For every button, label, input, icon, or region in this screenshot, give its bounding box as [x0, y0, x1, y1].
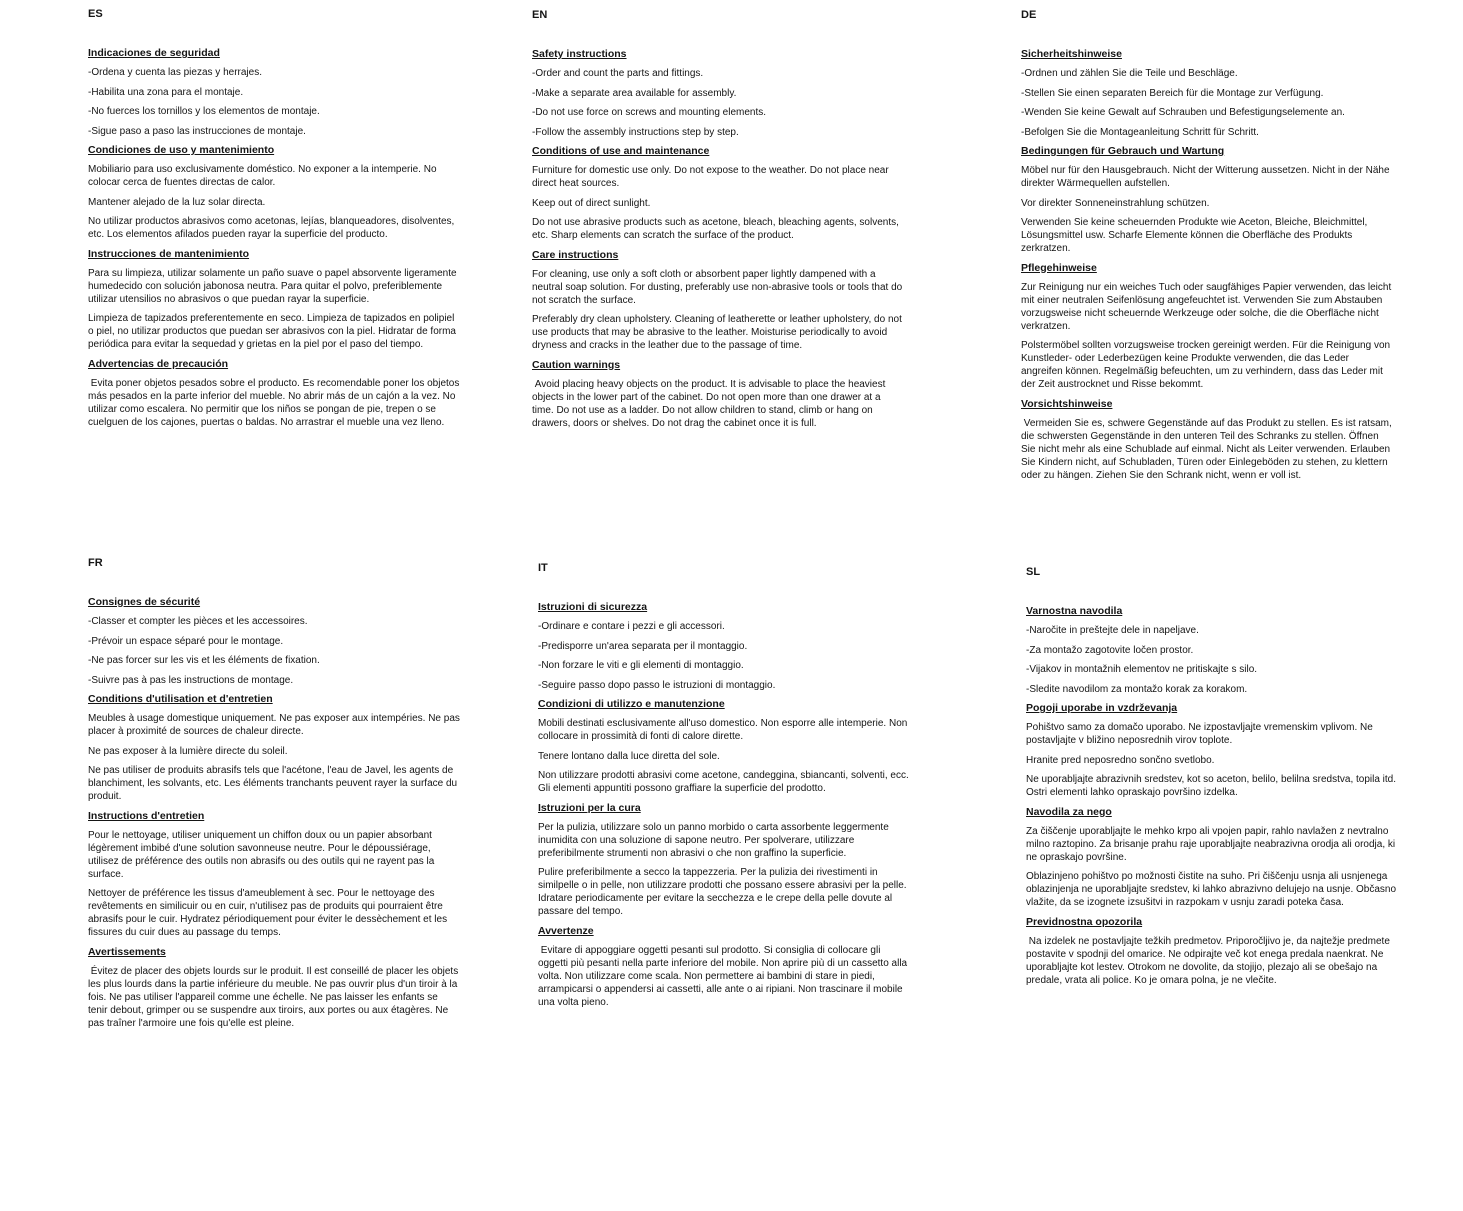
- section-heading: Previdnostna opozorila: [1026, 915, 1143, 928]
- language-label: ES: [88, 8, 103, 20]
- section-heading: Vorsichtshinweise: [1021, 397, 1113, 410]
- paragraph: Évitez de placer des objets lourds sur le produit. Il est conseillé de placer les objets les plus lourds dans la partie inférieure du meuble. Ne pas ouvrir plus d'un tiroir à la fois. Ne pas utiliser l'appareil comme une échelle. Ne pas laisser les enfants se tenir debout, grimper ou se suspendre aux tiroirs, aux portes ou aux étagères. Ne pas traîner l'armoire une fois qu'elle est pleine.: [88, 965, 461, 1029]
- paragraph: -Sigue paso a paso las instrucciones de montaje.: [88, 125, 306, 137]
- paragraph: Tenere lontano dalla luce diretta del sole.: [538, 750, 720, 762]
- section-heading: Pogoji uporabe in vzdrževanja: [1026, 702, 1178, 714]
- paragraph: Do not use abrasive products such as acetone, bleach, bleaching agents, solvents, etc. Sharp elements can scratch the surface of the product.: [532, 217, 902, 241]
- paragraph: -Ne pas forcer sur les vis et les éléments de fixation.: [88, 655, 320, 666]
- language-label: IT: [538, 562, 548, 574]
- paragraph: -Sledite navodilom za montažo korak za korakom.: [1026, 683, 1248, 695]
- paragraph: Ne uporabljajte abrazivnih sredstev, kot so aceton, belilo, belilna sredstva, topila itd. Ostri elementi lahko opraskajo površino izdelka.: [1026, 774, 1399, 798]
- paragraph: -Make a separate area available for assembly.: [532, 87, 737, 99]
- section-heading: Care instructions: [532, 248, 619, 261]
- paragraph: Ne pas exposer à la lumière directe du soleil.: [88, 745, 288, 757]
- paragraph: Mobili destinati esclusivamente all'uso domestico. Non esporre alle intemperie. Non collocare in prossimità di fonti di calore dirette.: [538, 718, 911, 742]
- section-it: [538, 562, 910, 1015]
- paragraph: Pohištvo samo za domačo uporabo. Ne izpostavljajte vremenskim vplivom. Ne postavljajte v bližino neposrednih virov toplote.: [1026, 722, 1376, 746]
- section-heading: Navodila za nego: [1026, 805, 1112, 818]
- section-heading: Instructions d'entretien: [88, 809, 205, 822]
- paragraph: -Non forzare le viti e gli elementi di montaggio.: [538, 660, 744, 671]
- paragraph: -Suivre pas à pas les instructions de montage.: [88, 674, 294, 686]
- paragraph: -Order and count the parts and fittings.: [532, 68, 704, 79]
- paragraph: Limpieza de tapizados preferentemente en seco. Limpieza de tapizados en polipiel o piel, no utilizar productos que puedan ser abrasivos con la piel. Hidratar de forma periódica para evitar la sequedad y grietas en la piel por el paso del tiempo.: [88, 313, 459, 350]
- section-sl: [1026, 566, 1398, 993]
- paragraph: Za čiščenje uporabljajte le mehko krpo ali vpojen papir, rahlo navlažen z nevtralno milno raztopino. Za brisanje prahu raje uporabljajte neabrazivna orodja ali orodja, ki ne opraskajo površine.: [1026, 825, 1398, 863]
- paragraph: Hranite pred neposredno sončno svetlobo.: [1026, 754, 1215, 766]
- paragraph: -Za montažo zagotovite ločen prostor.: [1026, 644, 1194, 656]
- paragraph: Para su limpieza, utilizar solamente un paño suave o papel absorvente ligeramente humedecido con solución jabonosa neutra. Para quitar el polvo, preferiblemente utilizar utensilios no abrasivos o que puedan rayar la superficie.: [88, 267, 460, 305]
- section-heading: Conditions of use and maintenance: [532, 145, 710, 157]
- section-heading: Avvertenze: [538, 924, 594, 937]
- paragraph: Oblazinjeno pohištvo po možnosti čistite na suho. Pri čiščenju usnja ali usnjenega oblazinjenja ne uporabljajte sredstev, ki lahko abrazivno delujejo na usnje. Občasno vlažite, da se izognete izsušitvi in razpokam v usnju zaradi poteka časa.: [1026, 871, 1399, 908]
- paragraph: Mantener alejado de la luz solar directa.: [88, 196, 266, 208]
- paragraph: Na izdelek ne postavljajte težkih predmetov. Priporočljivo je, da najtežje predmete postavite v spodnji del omarice. Ne odpirajte več kot enega predala naenkrat. Ne uporabljajte kot lestev. Otrokom ne dovolite, da stojijo, plezajo ali se obešajo na predale, vrata ali police. Ko je omara polna, je ne vlečite.: [1026, 935, 1393, 986]
- paragraph: -Naročite in preštejte dele in napeljave.: [1026, 625, 1199, 636]
- paragraph: Vor direkter Sonneneinstrahlung schützen.: [1021, 197, 1210, 209]
- paragraph: Pour le nettoyage, utiliser uniquement un chiffon doux ou un papier absorbant légèrement imbibé d'une solution savonneuse neutre. Pour le dépoussiérage, utilisez de préférence des outils non abrasifs ou des outils qui ne rayent pas la surface.: [88, 829, 438, 880]
- paragraph: Evita poner objetos pesados sobre el producto. Es recomendable poner los objetos más pesados en la parte inferior del mueble. No abrir más de un cajón a la vez. No utilizar como escalera. No permitir que los niños se pongan de pie, trepen o se cuelguen de los cajones, puertas o baldas. No arrastrar el mueble una vez lleno.: [88, 377, 463, 428]
- section-heading: Safety instructions: [532, 48, 627, 60]
- section-heading: Istruzioni per la cura: [538, 801, 641, 814]
- paragraph: -Vijakov in montažnih elementov ne pritiskajte s silo.: [1026, 664, 1258, 675]
- paragraph: -Prévoir un espace séparé pour le montage.: [88, 635, 284, 647]
- section-heading: Sicherheitshinweise: [1021, 48, 1122, 60]
- paragraph: -Habilita una zona para el montaje.: [88, 86, 244, 98]
- section-heading: Caution warnings: [532, 358, 621, 371]
- paragraph: Keep out of direct sunlight.: [532, 197, 651, 209]
- language-label: DE: [1021, 9, 1037, 21]
- section-heading: Avertissements: [88, 945, 166, 958]
- section-es: [88, 8, 463, 435]
- section-heading: Pflegehinweise: [1021, 261, 1097, 274]
- paragraph: -Ordinare e contare i pezzi e gli accessori.: [538, 621, 725, 632]
- paragraph: Avoid placing heavy objects on the product. It is advisable to place the heaviest objects in the lower part of the cabinet. Do not open more than one drawer at a time. Do not use as a ladder. Do not allow children to stand, climb or hang on drawers, doors or shelves. Do not drag the cabinet once it is full.: [532, 378, 889, 429]
- paragraph: Meubles à usage domestique uniquement. Ne pas exposer aux intempéries. Ne pas placer à proximité de sources de chaleur directe.: [88, 713, 463, 737]
- paragraph: Pulire preferibilmente a secco la tappezzeria. Per la pulizia dei rivestimenti in similpelle o in pelle, non utilizzare prodotti che possano essere abrasivi per la pelle. Idratare periodicamente per evitare la secchezza e le crepe della pelle dovute al passare del tempo.: [538, 867, 910, 917]
- paragraph: -Befolgen Sie die Montageanleitung Schritt für Schritt.: [1021, 126, 1259, 138]
- section-de: [1021, 9, 1393, 488]
- paragraph: Zur Reinigung nur ein weiches Tuch oder saugfähiges Papier verwenden, das leicht mit einer neutralen Seifenlösung angefeuchtet ist. Verwenden Sie zum Abstauben vorzugsweise nicht scheuernde Werkzeuge oder solche, die die Oberfläche nicht verkratzen.: [1021, 281, 1395, 332]
- section-heading: Varnostna navodila: [1026, 605, 1123, 617]
- paragraph: Vermeiden Sie es, schwere Gegenstände auf das Produkt zu stellen. Es ist ratsam, die schwersten Gegenstände in den unteren Teil des Schranks zu stellen. Öffnen Sie nicht mehr als eine Schublade auf einmal. Nicht als Leiter verwenden. Erlauben Sie Kindern nicht, auf Schubladen, Türen oder Einlegeböden zu stehen, zu klettern oder zu hängen. Ziehen Sie den Schrank nicht, wenn er voll ist.: [1021, 417, 1395, 481]
- paragraph: Ne pas utiliser de produits abrasifs tels que l'acétone, l'eau de Javel, les agents de blanchiment, les solvants, etc. Les éléments tranchants peuvent rayer la surface du produit.: [88, 765, 460, 802]
- section-heading: Condizioni di utilizzo e manutenzione: [538, 698, 725, 710]
- section-heading: Instrucciones de mantenimiento: [88, 247, 250, 260]
- paragraph: Mobiliario para uso exclusivamente doméstico. No exponer a la intemperie. No colocar cerca de fuentes directas de calor.: [88, 164, 440, 188]
- paragraph: Möbel nur für den Hausgebrauch. Nicht der Witterung aussetzen. Nicht in der Nähe direkter Wärmequellen aufstellen.: [1021, 165, 1393, 189]
- language-label: EN: [532, 9, 548, 21]
- section-en: [532, 9, 904, 436]
- paragraph: Verwenden Sie keine scheuernden Produkte wie Aceton, Bleiche, Bleichmittel, Lösungsmittel usw. Scharfe Elemente können die Oberfläche des Produkts zerkratzen.: [1021, 217, 1371, 254]
- paragraph: -Stellen Sie einen separaten Bereich für die Montage zur Verfügung.: [1021, 87, 1324, 99]
- section-heading: Advertencias de precaución: [88, 357, 229, 370]
- section-fr: [88, 557, 463, 1036]
- paragraph: Per la pulizia, utilizzare solo un panno morbido o carta assorbente leggermente inumidita con una soluzione di sapone neutro. Per spolverare, utilizzare preferibilmente strumenti non abrasivi o che non graffino la superficie.: [538, 821, 892, 859]
- paragraph: No utilizar productos abrasivos como acetonas, lejías, blanqueadores, disolventes, etc. Los elementos afilados pueden rayar la superficie del producto.: [88, 216, 458, 240]
- paragraph: Polstermöbel sollten vorzugsweise trocken gereinigt werden. Für die Reinigung von Kunstleder- oder Lederbezügen keine Produkte verwenden, die das Leder angreifen können. Regelmäßig befeuchten, um zu verhindern, dass das Leder mit der Zeit austrocknet und Risse bekommt.: [1021, 340, 1393, 390]
- section-heading: Istruzioni di sicurezza: [538, 601, 648, 613]
- paragraph: -No fuerces los tornillos y los elementos de montaje.: [88, 106, 320, 117]
- paragraph: -Classer et compter les pièces et les accessoires.: [88, 616, 308, 627]
- section-heading: Conditions d'utilisation et d'entretien: [88, 693, 273, 705]
- paragraph: Evitare di appoggiare oggetti pesanti sul prodotto. Si consiglia di collocare gli oggetti più pesanti nella parte inferiore del mobile. Non aprire più di un cassetto alla volta. Non utilizzare come scala. Non permettere ai bambini di stare in piedi, arrampicarsi o appendersi ai cassetti, alle ante o ai ripiani. Non trascinare il mobile una volta pieno.: [538, 944, 910, 1008]
- paragraph: -Seguire passo dopo passo le istruzioni di montaggio.: [538, 679, 776, 691]
- paragraph: -Ordena y cuenta las piezas y herrajes.: [88, 67, 262, 78]
- paragraph: -Wenden Sie keine Gewalt auf Schrauben und Befestigungselemente an.: [1021, 107, 1345, 118]
- paragraph: Non utilizzare prodotti abrasivi come acetone, candeggina, sbiancanti, solventi, ecc. Gli elementi appuntiti possono graffiare la superficie del prodotto.: [538, 770, 912, 794]
- paragraph: For cleaning, use only a soft cloth or absorbent paper lightly dampened with a neutral soap solution. For dusting, preferably use non-abrasive tools or tools that do not scratch the surface.: [532, 268, 905, 306]
- paragraph: Preferably dry clean upholstery. Cleaning of leatherette or leather upholstery, do not use products that may be abrasive to the leather. Moisturise periodically to avoid dryness and cracks in the leather due to the passage of time.: [532, 314, 905, 351]
- paragraph: -Do not use force on screws and mounting elements.: [532, 107, 767, 118]
- language-label: FR: [88, 557, 103, 569]
- paragraph: Nettoyer de préférence les tissus d'ameublement à sec. Pour le nettoyage des revêtements en similicuir ou en cuir, n'utilisez pas de produits qui pourraient être abrasifs pour le cuir. Hydratez périodiquement pour éviter le dessèchement et les fissures du cuir dues au passage du temps.: [88, 888, 450, 938]
- language-label: SL: [1026, 566, 1041, 578]
- paragraph: -Follow the assembly instructions step by step.: [532, 126, 739, 138]
- paragraph: -Ordnen und zählen Sie die Teile und Beschläge.: [1021, 68, 1238, 79]
- paragraph: -Predisporre un'area separata per il montaggio.: [538, 640, 748, 652]
- section-heading: Indicaciones de seguridad: [88, 47, 220, 59]
- section-heading: Consignes de sécurité: [88, 596, 201, 608]
- section-heading: Bedingungen für Gebrauch und Wartung: [1021, 145, 1225, 157]
- paragraph: Furniture for domestic use only. Do not expose to the weather. Do not place near direct heat sources.: [532, 165, 892, 189]
- section-heading: Condiciones de uso y mantenimiento: [88, 144, 275, 156]
